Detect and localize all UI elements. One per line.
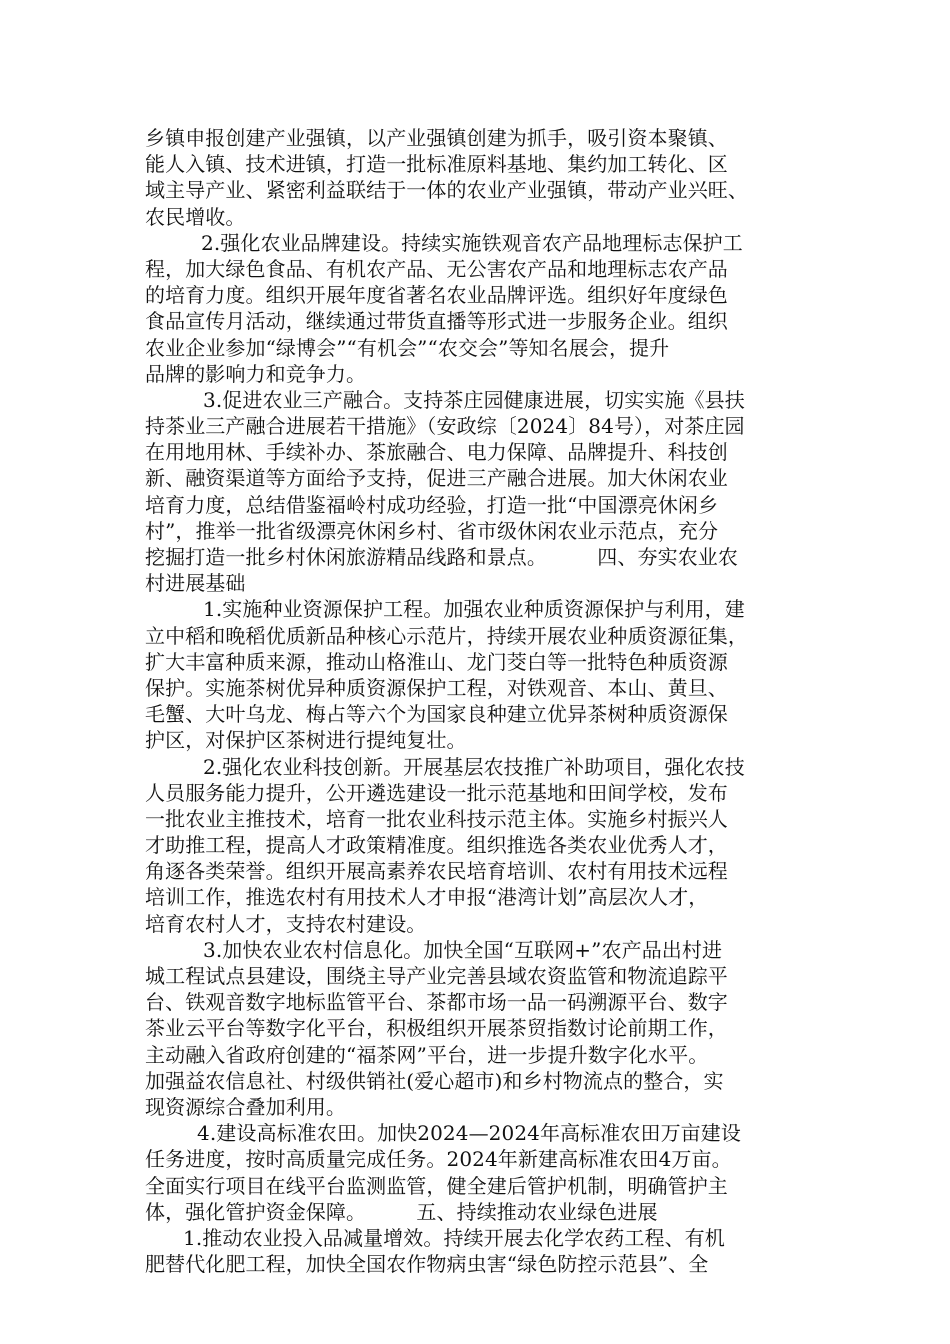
text-line: 主动融入省政府创建的“福茶网”平台，进一步提升数字化水平。 (145, 1042, 709, 1067)
text-line: 村进展基础 (145, 571, 246, 596)
text-line: 品牌的影响力和竞争力。 (145, 361, 367, 386)
text-line: 才助推工程，提高人才政策精准度。组织推选各类农业优秀人才， (145, 833, 728, 858)
text-line: 体，强化管护资金保障。 五、持续推动农业绿色进展 (145, 1199, 658, 1224)
text-line: 农业企业参加“绿博会”“有机会”“农交会”等知名展会，提升 (145, 335, 670, 360)
text-line: 的培育力度。组织开展年度省著名农业品牌评选。组织好年度绿色 (145, 283, 728, 308)
text-line: 台、铁观音数字地标监管平台、茶都市场一品一码溯源平台、数字 (145, 990, 728, 1015)
text-line: 培育农村人才，支持农村建设。 (145, 911, 427, 936)
text-line: 任务进度，按时高质量完成任务。2024年新建高标准农田4万亩。 (145, 1147, 732, 1172)
text-line: 加强益农信息社、村级供销社(爱心超市)和乡村物流点的整合，实 (145, 1068, 724, 1093)
text-line: 护区，对保护区茶树进行提纯复壮。 (145, 728, 467, 753)
text-line: 立中稻和晚稻优质新品种核心示范片，持续开展农业种质资源征集， (145, 623, 748, 648)
text-line: 角逐各类荣誉。组织开展高素养农民培育培训、农村有用技术远程 (145, 859, 728, 884)
text-line: 全面实行项目在线平台监测监管，健全建后管护机制，明确管护主 (145, 1173, 728, 1198)
text-line: 培训工作，推选农村有用技术人才申报“港湾计划”高层次人才， (145, 885, 709, 910)
text-line: 保护。实施茶树优异种质资源保护工程，对铁观音、本山、黄旦、 (145, 675, 728, 700)
text-line: 村”，推举一批省级漂亮休闲乡村、省市级休闲农业示范点，充分 (145, 518, 719, 543)
text-line: 毛蟹、大叶乌龙、梅占等六个为国家良种建立优异茶树种质资源保 (145, 702, 728, 727)
text-line: 肥替代化肥工程，加快全国农作物病虫害“绿色防控示范县”、全 (145, 1252, 709, 1277)
text-line: 扩大丰富种质来源，推动山格淮山、龙门茭白等一批特色种质资源 (145, 649, 728, 674)
paragraph-start: 4.建设高标准农田。加快2024—2024年高标准农田万亩建设 (197, 1121, 741, 1146)
text-line: 人员服务能力提升，公开遴选建设一批示范基地和田间学校，发布 (145, 780, 728, 805)
text-line: 乡镇申报创建产业强镇，以产业强镇创建为抓手，吸引资本聚镇、 (145, 126, 728, 150)
text-line: 挖掘打造一批乡村休闲旅游精品线路和景点。 四、夯实农业农 (145, 545, 738, 569)
text-line: 培育力度，总结借鉴福岭村成功经验，打造一批“中国漂亮休闲乡 (145, 492, 719, 517)
text-line: 现资源综合叠加利用。 (145, 1094, 346, 1119)
text-line: 在用地用林、手续补办、茶旅融合、电力保障、品牌提升、科技创 (145, 440, 728, 465)
text-line: 农民增收。 (145, 204, 246, 229)
text-line: 持茶业三产融合进展若干措施》（安政综〔2024〕84号），对茶庄园 (145, 414, 745, 439)
text-line: 能人入镇、技术进镇，打造一批标准原料基地、集约加工转化、区 (145, 152, 728, 177)
paragraph-start: 2.强化农业科技创新。开展基层农技推广补助项目，强化农技 (203, 754, 745, 779)
text-line: 食品宣传月活动，继续通过带货直播等形式进一步服务企业。组织 (145, 309, 728, 334)
text-line: 城工程试点县建设，围绕主导产业完善县域农资监管和物流追踪平 (145, 964, 728, 988)
paragraph-start: 3.加快农业农村信息化。加快全国“互联网+”农产品出村进 (203, 937, 723, 962)
paragraph-start: 1.推动农业投入品减量增效。持续开展去化学农药工程、有机 (183, 1225, 725, 1250)
document-body (145, 125, 810, 1277)
paragraph-start: 2.强化农业品牌建设。持续实施铁观音农产品地理标志保护工 (201, 230, 743, 255)
text-line: 程，加大绿色食品、有机农产品、无公害农产品和地理标志农产品 (145, 256, 728, 281)
text-line: 新、融资渠道等方面给予支持，促进三产融合进展。加大休闲农业 (145, 466, 728, 491)
text-line: 茶业云平台等数字化平台，积极组织开展茶贸指数讨论前期工作， (145, 1016, 728, 1041)
paragraph-start: 3.促进农业三产融合。支持茶庄园健康进展，切实实施《县扶 (203, 387, 745, 412)
paragraph-start: 1.实施种业资源保护工程。加强农业种质资源保护与利用，建 (203, 597, 745, 622)
text-line: 一批农业主推技术，培育一批农业科技示范主体。实施乡村振兴人 (145, 806, 728, 831)
text-line: 域主导产业、紧密利益联结于一体的农业产业强镇，带动产业兴旺、 (145, 178, 748, 203)
